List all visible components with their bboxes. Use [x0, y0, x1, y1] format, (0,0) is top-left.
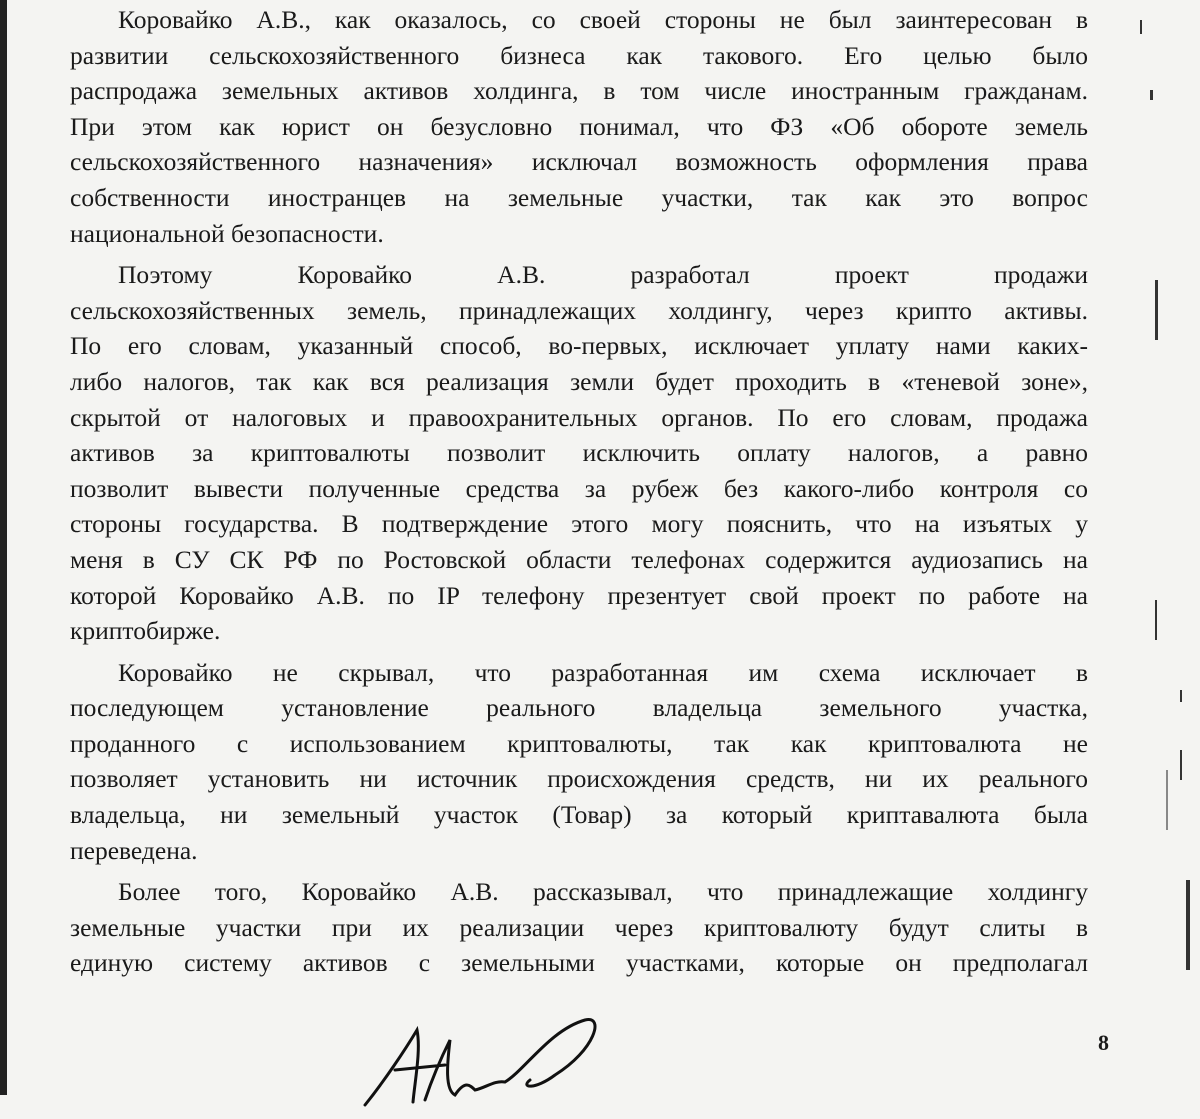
paragraph [70, 874, 1088, 981]
margin-mark [1166, 770, 1168, 830]
text-line: позволяет установить ни источник происхождения средств, ни их реального [70, 764, 1088, 794]
margin-mark [1155, 600, 1157, 640]
paragraph [70, 2, 1088, 251]
text-line: Поэтому Коровайко А.В. разработал проект продажи [118, 260, 1088, 290]
text-line: Более того, Коровайко А.В. рассказывал, что принадлежащие холдингу [118, 877, 1088, 907]
page-number: 8 [1098, 1030, 1109, 1055]
text-line: криптобирже. [70, 616, 221, 646]
text-line: скрытой от налоговых и правоохранительных органов. По его словам, продажа [70, 402, 1088, 432]
margin-mark [1186, 880, 1190, 970]
signature [355, 1010, 615, 1110]
text-line: По его словам, указанный способ, во-первых, исключает уплату нами каких- [70, 331, 1088, 361]
text-line: которой Коровайко А.В. по IP телефону презентует свой проект по работе на [70, 580, 1088, 610]
text-line: активов за криптовалюты позволит исключить оплату налогов, а равно [70, 438, 1088, 468]
text-line: Коровайко А.В., как оказалось, со своей стороны не был заинтересован в [118, 5, 1088, 34]
text-line: При этом как юрист он безусловно понимал, что ФЗ «Об обороте земель [70, 111, 1088, 141]
text-line: позволит вывести полученные средства за рубеж без какого-либо контроля со [70, 473, 1088, 503]
text-line: развитии сельскохозяйственного бизнеса как такового. Его целью было [70, 40, 1088, 70]
text-line: владельца, ни земельный участок (Товар) за который криптавалюта была [70, 800, 1088, 830]
margin-mark [1140, 20, 1142, 34]
text-line: земельные участки при их реализации через криптовалюту будут слиты в [70, 912, 1088, 942]
text-line: сельскохозяйственного назначения» исключал возможность оформления права [70, 147, 1088, 177]
margin-mark [1155, 280, 1158, 340]
margin-mark [1150, 90, 1153, 100]
text-line: переведена. [70, 835, 198, 865]
paragraph [70, 257, 1088, 649]
text-line: меня в СУ СК РФ по Ростовской области телефонах содержится аудиозапись на [70, 544, 1088, 574]
text-line: Коровайко не скрывал, что разработанная им схема исключает в [118, 657, 1088, 687]
margin-mark [1180, 690, 1182, 702]
document-body [70, 2, 1088, 987]
margin-mark [1180, 750, 1182, 780]
page-left-edge [0, 0, 7, 1095]
text-line: сельскохозяйственных земель, принадлежащих холдингу, через крипто активы. [70, 295, 1088, 325]
text-line: стороны государства. В подтверждение этого могу пояснить, что на изъятых у [70, 509, 1088, 539]
text-line: единую систему активов с земельными участками, которые он предполагал [70, 948, 1088, 978]
text-line: собственности иностранцев на земельные участки, так как это вопрос [70, 182, 1088, 212]
text-line: распродажа земельных активов холдинга, в том числе иностранным гражданам. [70, 76, 1088, 106]
text-line: проданного с использованием криптовалюты, так как криптовалюта не [70, 728, 1088, 758]
paragraph [70, 655, 1088, 869]
text-line: последующем установление реального владельца земельного участка, [70, 693, 1088, 723]
text-line: национальной безопасности. [70, 218, 384, 248]
text-line: либо налогов, так как вся реализация земли будет проходить в «теневой зоне», [70, 366, 1088, 396]
